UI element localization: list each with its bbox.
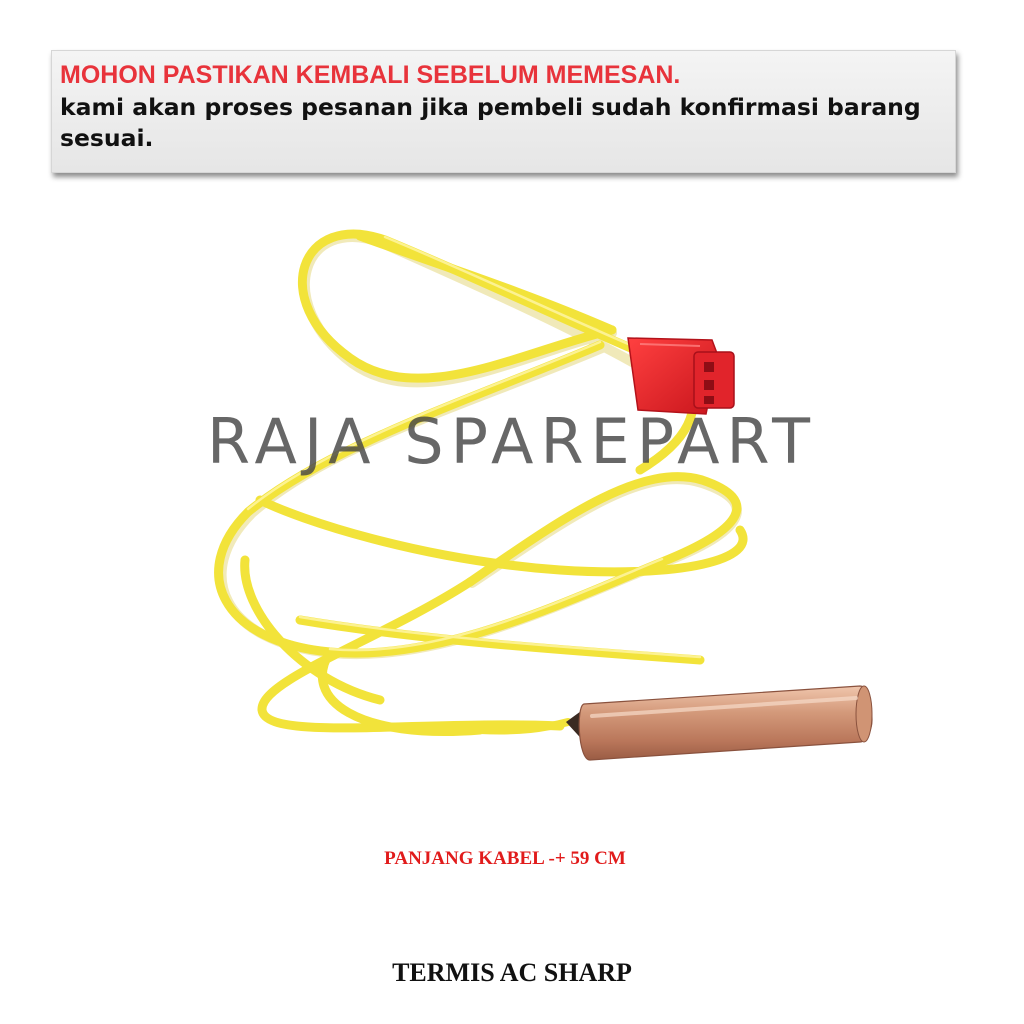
product-name-caption: TERMIS AC SHARP [392,958,632,987]
copper-probe-icon [566,686,872,760]
cable-length-caption: PANJANG KABEL -+ 59 CM [384,848,626,869]
notice-title: MOHON PASTIKAN KEMBALI SEBELUM MEMESAN. [60,61,681,89]
order-notice-banner [51,50,956,173]
watermark-text: RAJA SPAREPART [206,405,817,478]
notice-body: kami akan proses pesanan jika pembeli sudah konfirmasi barang sesuai. [60,93,921,152]
connector-plug-icon [628,338,734,414]
thermistor-sensor-photo [0,200,1024,840]
